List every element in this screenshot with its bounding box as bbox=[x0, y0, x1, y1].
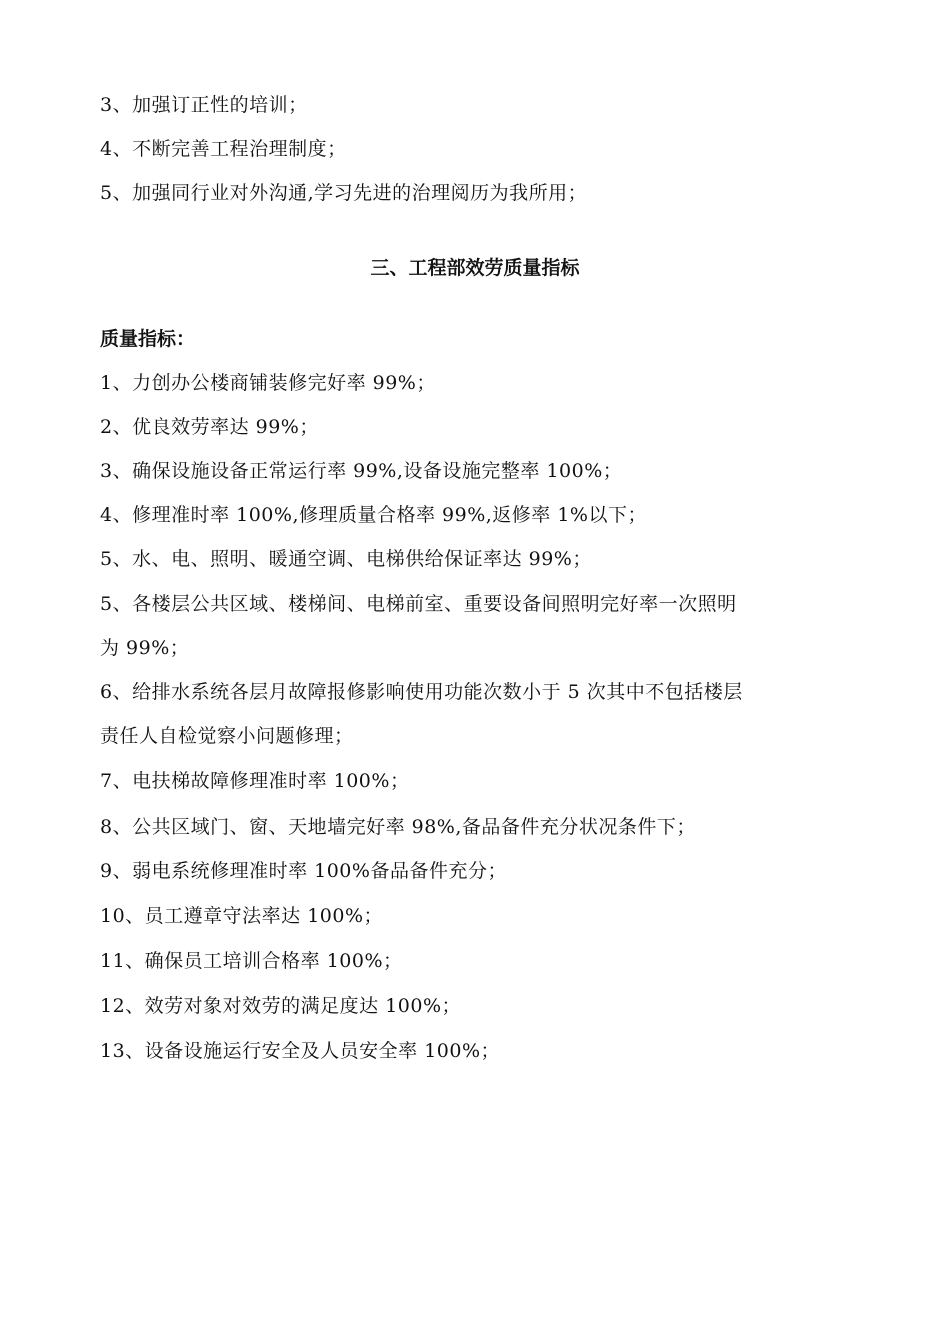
quality-heading: 质量指标： bbox=[100, 328, 196, 350]
list-item: 责任人自检觉察小问题修理； bbox=[100, 725, 354, 747]
list-item: 5、水、电、照明、暖通空调、电梯供给保证率达 99%； bbox=[100, 548, 592, 570]
list-item: 5、各楼层公共区域、楼梯间、电梯前室、重要设备间照明完好率一次照明 bbox=[100, 593, 737, 615]
list-item: 为 99%； bbox=[100, 637, 190, 659]
list-item: 13、设备设施运行安全及人员安全率 100%； bbox=[100, 1040, 501, 1062]
list-item: 3、加强订正性的培训； bbox=[100, 94, 308, 116]
list-item: 4、修理准时率 100%,修理质量合格率 99%,返修率 1%以下； bbox=[100, 504, 647, 526]
list-item: 2、优良效劳率达 99%； bbox=[100, 416, 319, 438]
list-item: 12、效劳对象对效劳的满足度达 100%； bbox=[100, 995, 462, 1017]
list-item: 11、确保员工培训合格率 100%； bbox=[100, 950, 403, 972]
list-item: 7、电扶梯故障修理准时率 100%； bbox=[100, 770, 410, 792]
section-title: 三、工程部效劳质量指标 bbox=[370, 257, 580, 279]
list-item: 1、力创办公楼商铺装修完好率 99%； bbox=[100, 372, 436, 394]
list-item: 6、给排水系统各层月故障报修影响使用功能次数小于 5 次其中不包括楼层 bbox=[100, 681, 743, 703]
list-item: 3、确保设施设备正常运行率 99%,设备设施完整率 100%； bbox=[100, 460, 623, 482]
list-item: 10、员工遵章守法率达 100%； bbox=[100, 905, 384, 927]
list-item: 5、加强同行业对外沟通,学习先进的治理阅历为我所用； bbox=[100, 182, 588, 204]
list-item: 4、不断完善工程治理制度； bbox=[100, 138, 347, 160]
list-item: 8、公共区域门、窗、天地墙完好率 98%,备品备件充分状况条件下； bbox=[100, 816, 696, 838]
list-item: 9、弱电系统修理准时率 100%备品备件充分； bbox=[100, 860, 507, 882]
